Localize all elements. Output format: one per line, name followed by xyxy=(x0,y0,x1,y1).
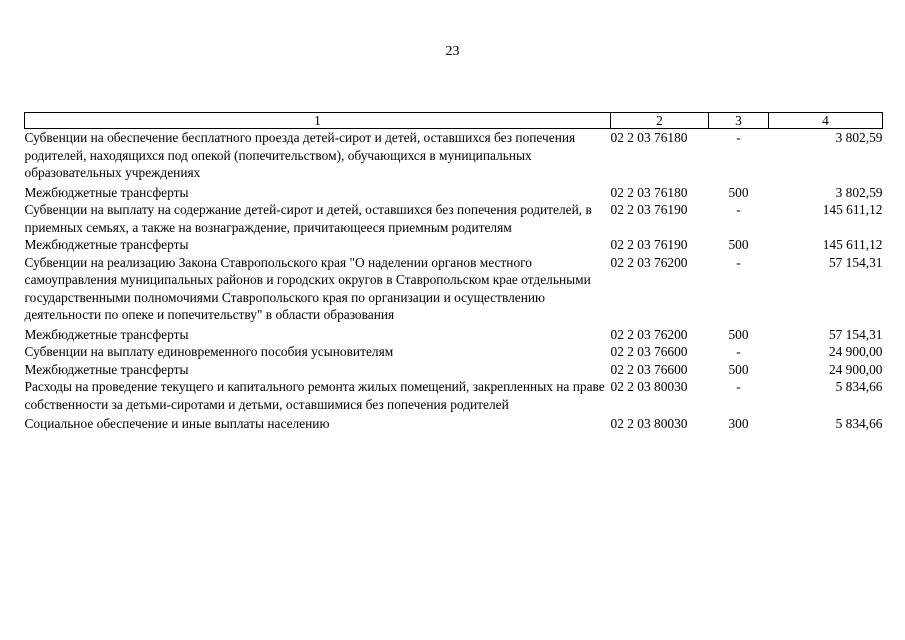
row-amount: 3 802,59 xyxy=(835,130,883,145)
row-expense-type: - xyxy=(736,344,741,359)
row-code: 02 2 03 76180 xyxy=(610,130,688,145)
budget-table xyxy=(24,112,883,433)
row-name: Межбюджетные трансферты xyxy=(24,361,189,377)
row-code: 02 2 03 76180 xyxy=(610,184,688,200)
row-expense-type: - xyxy=(736,254,741,270)
column-header-1: 1 xyxy=(25,113,611,129)
row-amount: 145 611,12 xyxy=(822,202,883,217)
row-amount: 24 900,00 xyxy=(828,344,883,359)
page-number: 23 xyxy=(445,44,460,59)
table-row xyxy=(25,324,883,344)
row-expense-type: - xyxy=(736,202,741,217)
row-code: 02 2 03 76600 xyxy=(610,361,688,377)
row-code: 02 2 03 76200 xyxy=(610,254,688,270)
row-expense-type: 500 xyxy=(728,326,749,342)
row-expense-type: - xyxy=(736,130,741,145)
row-code: 02 2 03 76190 xyxy=(610,237,688,252)
row-expense-type: - xyxy=(736,379,741,394)
row-expense-type: 300 xyxy=(728,416,749,431)
row-code: 02 2 03 76190 xyxy=(610,202,688,217)
row-code: 02 2 03 80030 xyxy=(610,379,688,394)
row-name: Межбюджетные трансферты xyxy=(24,326,189,342)
row-name: Межбюджетные трансферты xyxy=(24,237,189,252)
row-expense-type: 500 xyxy=(728,361,749,377)
table-row xyxy=(25,254,883,324)
row-amount: 3 802,59 xyxy=(835,184,883,200)
row-code: 02 2 03 76600 xyxy=(610,344,688,359)
column-header-4: 4 xyxy=(769,113,883,129)
row-name: Межбюджетные трансферты xyxy=(24,184,189,200)
row-name: Субвенции на выплату на содержание детей-сирот и детей, оставшихся без попечения родителей, в приемных семьях, а также на вознаграждение, причитающееся приемным родителям xyxy=(24,202,592,235)
row-name: Социальное обеспечение и иные выплаты населению xyxy=(24,416,330,431)
row-name: Субвенции на выплату единовременного пособия усыновителям xyxy=(24,344,394,359)
row-amount: 57 154,31 xyxy=(828,326,883,342)
row-code: 02 2 03 76200 xyxy=(610,326,688,342)
table-header-row xyxy=(25,113,883,129)
row-amount: 24 900,00 xyxy=(828,361,883,377)
row-amount: 57 154,31 xyxy=(828,254,883,270)
table-row xyxy=(25,182,883,202)
table-row xyxy=(25,236,883,254)
row-expense-type: 500 xyxy=(728,237,749,252)
table-row xyxy=(25,343,883,361)
row-amount: 145 611,12 xyxy=(822,237,883,252)
row-code: 02 2 03 80030 xyxy=(610,416,688,431)
column-header-2: 2 xyxy=(611,113,709,129)
table-row xyxy=(25,201,883,236)
column-header-3: 3 xyxy=(709,113,769,129)
table-row xyxy=(25,129,883,182)
row-name: Субвенции на обеспечение бесплатного проезда детей-сирот и детей, оставшихся без попечения родителей, находящихся под опекой (попечительством), обучающихся в муниципальных образовательных учреждениях xyxy=(24,130,576,180)
table-row xyxy=(25,413,883,433)
row-amount: 5 834,66 xyxy=(835,416,883,431)
row-amount: 5 834,66 xyxy=(835,379,883,394)
row-name: Субвенции на реализацию Закона Ставропольского края "О наделении органов местного самоуправления муниципальных районов и городских округов в Ставропольском крае отдельными государственными полномочиями Ставропольского края по организации и осуществлению деятельности по опеке и попечительству" в области образования xyxy=(24,254,591,322)
row-expense-type: 500 xyxy=(728,184,749,200)
row-name: Расходы на проведение текущего и капитального ремонта жилых помещений, закрепленных на праве собственности за детьми-сиротами и детьми, оставшимися без попечения родителей xyxy=(24,379,605,412)
table-row xyxy=(25,361,883,379)
table-row xyxy=(25,378,883,413)
